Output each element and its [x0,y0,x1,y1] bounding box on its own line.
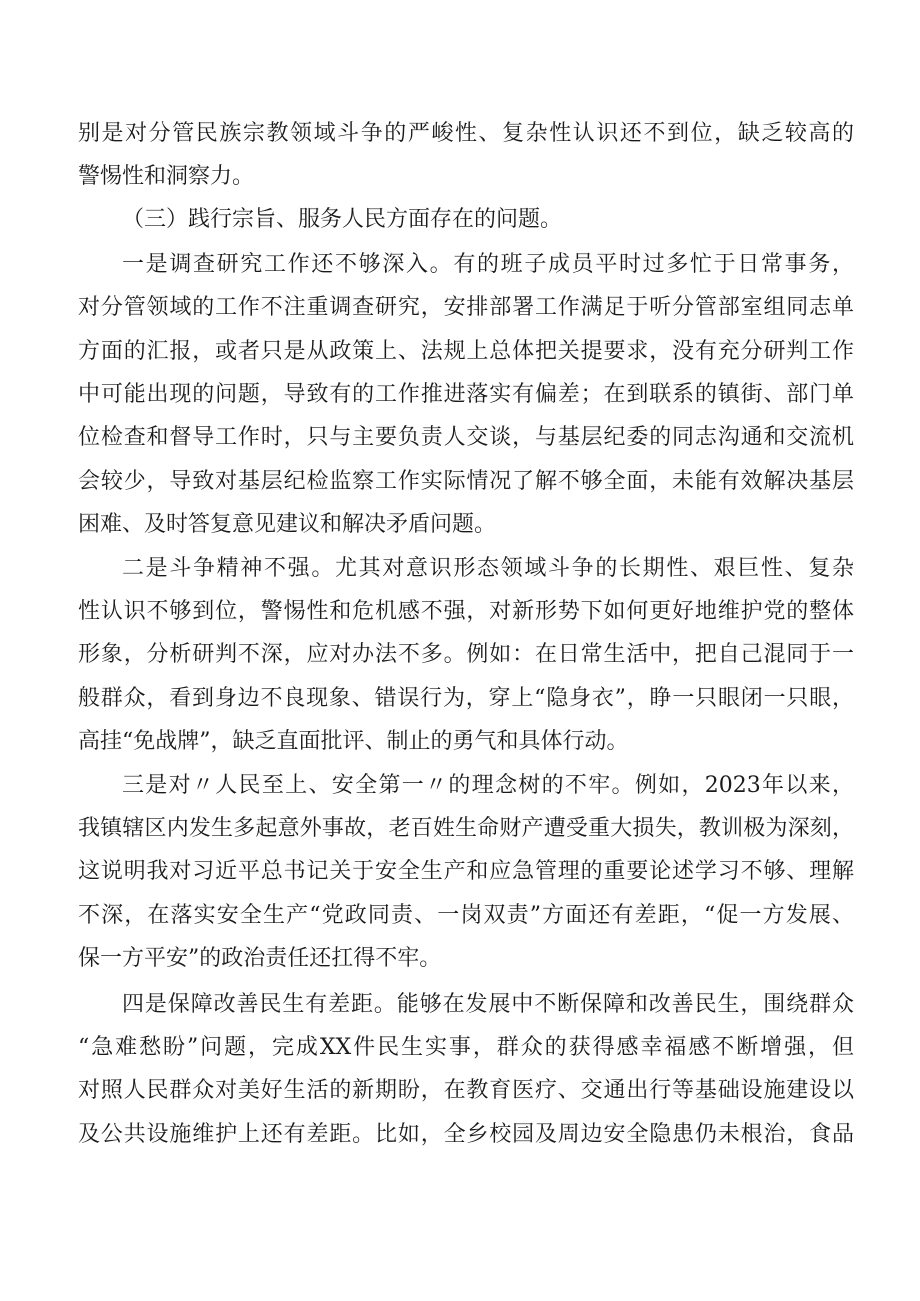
text-line: 方面的汇报，或者只是从政策上、法规上总体把关提要求，没有充分研判工作 [78,339,854,364]
text-line: 会较少，导致对基层纪检监察工作实际情况了解不够全面，未能有效解决基层 [78,469,854,494]
text-line: 位检查和督导工作时，只与主要负责人交谈，与基层纪委的同志沟通和交流机 [78,425,854,450]
text-line: “急难愁盼”问题，完成XX件民生实事，群众的获得感幸福感不断增强，但 [78,1035,854,1060]
text-line: 及公共设施维护上还有差距。比如，全乡校园及周边安全隐患仍未根治，食品 [78,1122,854,1147]
text-line: 三是对〃人民至上、安全第一〃的理念树的不牢。例如，2023年以来， [122,773,854,798]
text-line: 中可能出现的问题，导致有的工作推进落实有偏差；在到联系的镇街、部门单 [78,382,854,407]
text-line: 一是调查研究工作还不够深入。有的班子成员平时过多忙于日常事务， [122,252,854,277]
text-line: 别是对分管民族宗教领域斗争的严峻性、复杂性认识还不到位，缺乏较高的 [78,121,854,146]
text-line: 警惕性和洞察力。 [78,164,255,189]
text-line: 这说明我对习近平总书记关于安全生产和应急管理的重要论述学习不够、理解 [78,859,854,884]
text-line: 性认识不够到位，警惕性和危机感不强，对新形势下如何更好地维护党的整体 [78,599,854,624]
text-line: 高挂“免战牌”，缺乏直面批评、制止的勇气和具体行动。 [78,729,629,754]
text-line: 对照人民群众对美好生活的新期盼，在教育医疗、交通出行等基础设施建设以 [78,1078,854,1103]
text-line: 般群众，看到身边不良现象、错误行为，穿上“隐身衣”，睁一只眼闭一只眼， [78,686,854,711]
text-line: 二是斗争精神不强。尤其对意识形态领域斗争的长期性、艰巨性、复杂 [122,556,854,581]
text-line: 保一方平安”的政治责任还扛得不牢。 [78,946,442,971]
text-line: 四是保障改善民生有差距。能够在发展中不断保障和改善民生，围绕群众 [122,992,854,1017]
text-line: 不深，在落实安全生产“党政同责、一岗双责”方面还有差距，“促一方发展、 [78,903,854,928]
text-line: 对分管领域的工作不注重调查研究，安排部署工作满足于听分管部室组同志单 [78,295,854,320]
section-heading: （三）践行宗旨、服务人民方面存在的问题。 [122,207,563,232]
text-line: 我镇辖区内发生多起意外事故，老百姓生命财产遭受重大损失，教训极为深刻， [78,816,854,841]
text-line: 形象，分析研判不深，应对办法不多。例如：在日常生活中，把自己混同于一 [78,642,854,667]
text-line: 困难、及时答复意见建议和解决矛盾问题。 [78,512,497,537]
